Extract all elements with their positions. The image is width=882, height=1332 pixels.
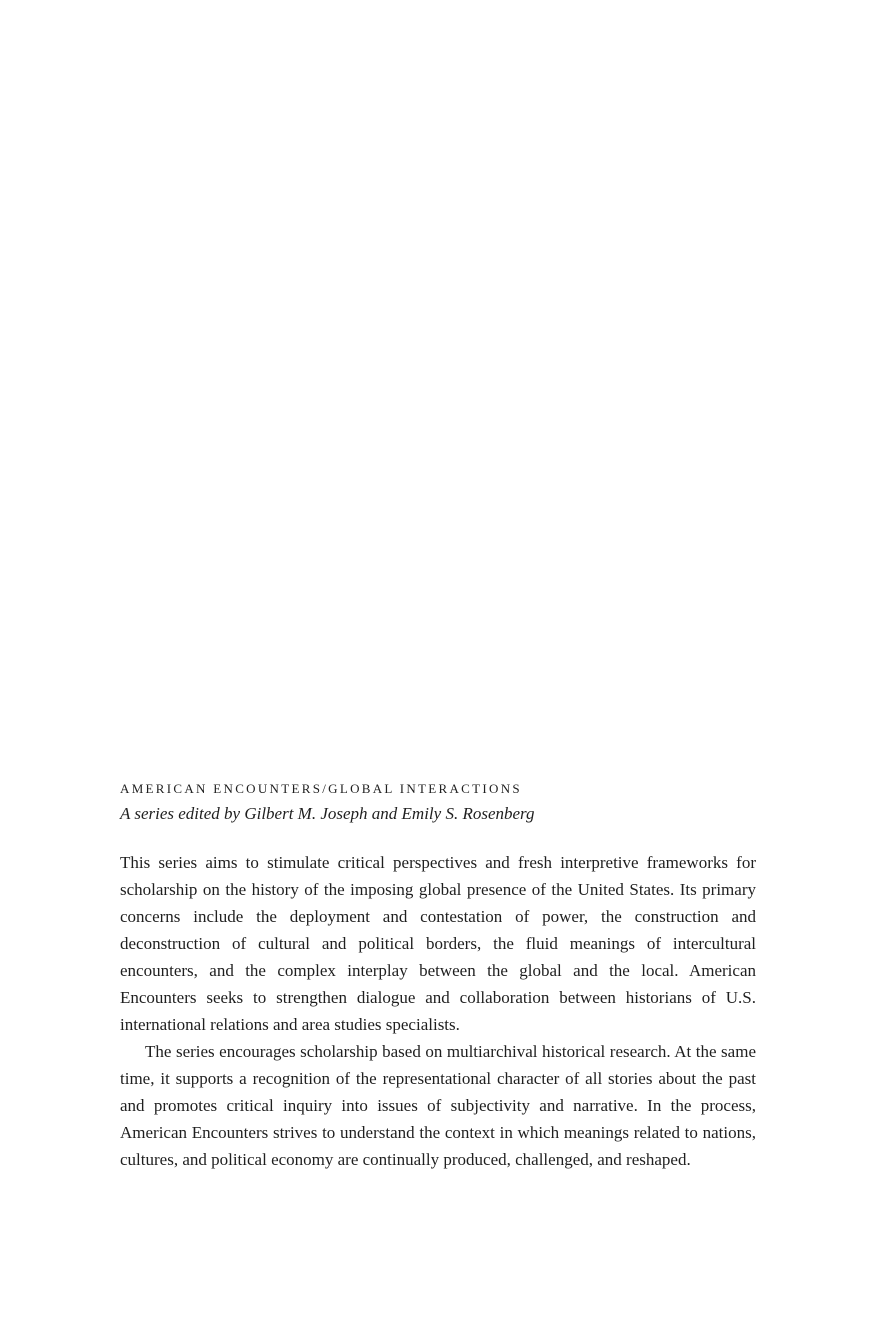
series-editors: A series edited by Gilbert M. Joseph and Emily S. Rosenberg	[120, 804, 535, 823]
series-title: AMERICAN ENCOUNTERS/GLOBAL INTERACTIONS	[120, 781, 522, 796]
description-paragraph-1: This series aims to stimulate critical perspectives and fresh interpretive frameworks for scholarship on the history of the imposing global presence of the United States. Its primary concerns include the deployment and contestation of power, the construction and deconstruction of cultural and political borders, the fluid meanings of intercultural encounters, and the complex interplay between the global and the local. American Encounters seeks to strengthen dialogue and collaboration between historians of U.S. international relations and area studies specialists.	[120, 853, 756, 1034]
description-paragraph-2: The series encourages scholarship based on multiarchival historical research. At the same time, it supports a recognition of the representational character of all stories about the past and promotes critical inquiry into issues of subjectivity and narrative. In the process, American Encounters strives to understand the context in which meanings related to nations, cultures, and political economy are continually produced, challenged, and reshaped.	[120, 1042, 756, 1169]
series-info-block	[120, 779, 756, 1173]
series-description	[120, 849, 756, 1173]
